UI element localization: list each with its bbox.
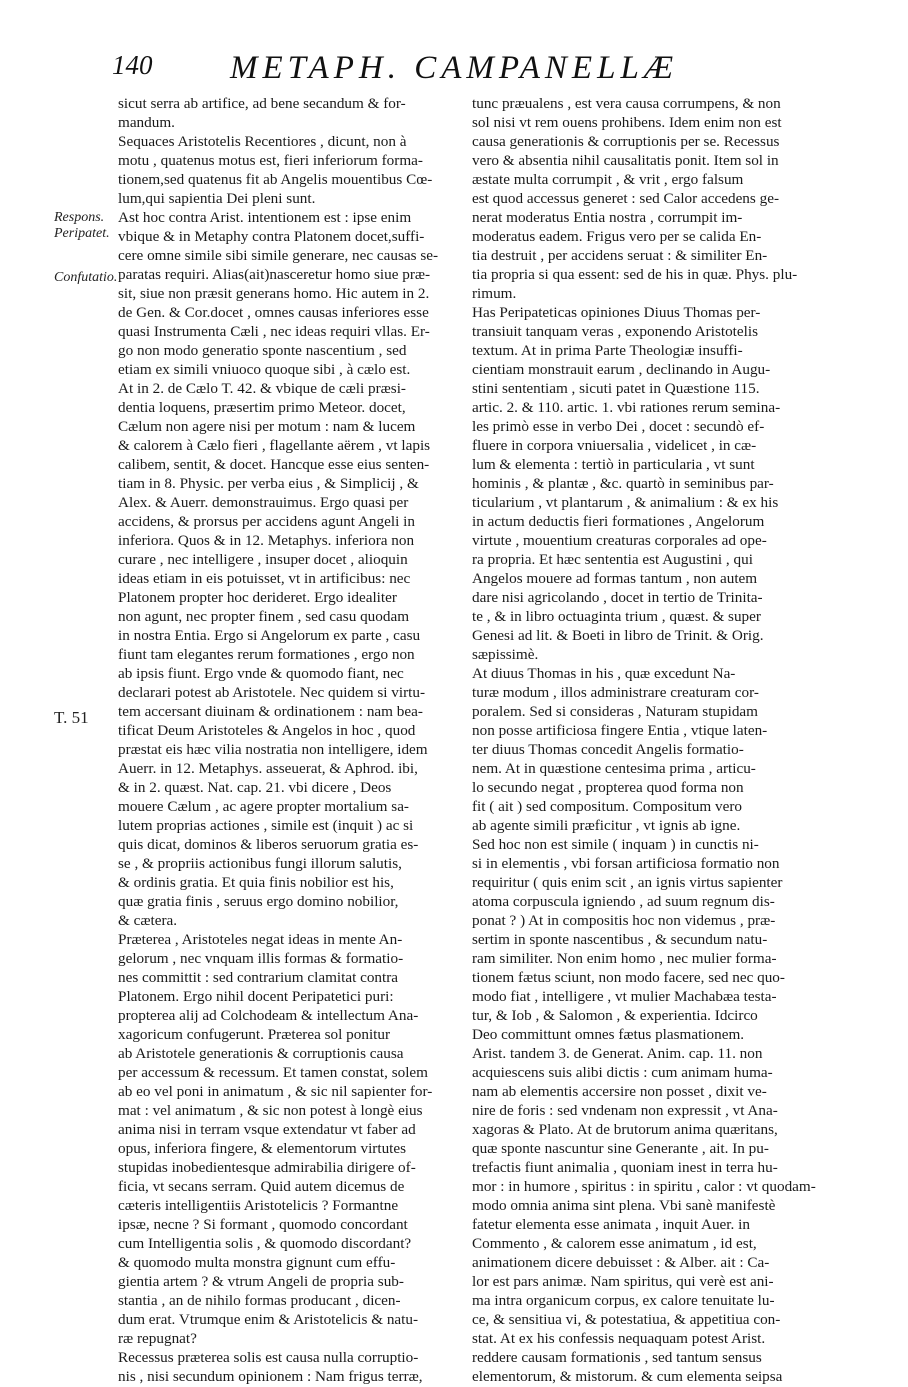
text-line: ab eo vel poni in animatum , & sic nil sapienter for- — [118, 1083, 433, 1100]
text-line: & cætera. — [118, 912, 178, 929]
text-line: est quod accessus generet : sed Calor accedens ge- — [472, 190, 779, 207]
text-line: stupidas inobedientesque admirabilia dirigere of- — [118, 1159, 416, 1176]
text-line: cientiam monstrauit earum , declinando in Augu- — [472, 361, 771, 378]
text-line: modo omnia anima sint plena. Vbi sanè manifestè — [472, 1197, 776, 1214]
text-line: tia destruit , per accidens seruat : & similiter En- — [472, 247, 768, 264]
text-line: les primò esse in verbo Dei , docet : secundò ef- — [472, 418, 765, 435]
text-line: accidens, & prorsus per accidens agunt Angeli in — [118, 513, 415, 530]
text-line: tur, & Iob , & Salomon , & experientia. Idcirco — [472, 1007, 758, 1024]
text-line: modo fiat , intelligere , vt mulier Machabæa testa- — [472, 988, 777, 1005]
text-line: opus, inferiora fingere, & elementorum virtutes — [118, 1140, 407, 1157]
text-line: Angelos mouere ad formas tantum , non autem — [472, 570, 758, 587]
margin-note-respons: Respons. Peripatet. — [54, 210, 110, 241]
margin-note-confutatio: Confutatio. — [54, 270, 118, 285]
text-line: Sed hoc non est simile ( inquam ) in cunctis ni- — [472, 836, 759, 853]
text-line: ab Aristotele generationis & corruptionis causa — [118, 1045, 404, 1062]
text-line: hominis , & plantæ , &c. quartò in seminibus par- — [472, 475, 774, 492]
text-line: cæteris intelligentiis Aristotelicis ? Formantne — [118, 1197, 399, 1214]
text-line: si in elementis , vbi forsan artificiosa formatio non — [472, 855, 780, 872]
text-line: moderatus eadem. Frigus vero per se calida En- — [472, 228, 762, 245]
text-line: turæ modum , illos administrare creaturam cor- — [472, 684, 759, 701]
text-line: nem. At in quæstione centesima prima , articu- — [472, 760, 756, 777]
text-line: stantia , an de nihilo formas producant , dicen- — [118, 1292, 401, 1309]
text-line: lutem proprias actiones , simile est (inquit ) ac si — [118, 817, 414, 834]
text-line: sit, siue non præsit generans homo. Hic autem in 2. — [118, 285, 430, 302]
text-line: ficia, vt secans serram. Quid autem dicemus de — [118, 1178, 405, 1195]
text-line: propterea alij ad Colchodeam & intellectum Ana- — [118, 1007, 419, 1024]
text-line: trefactis fiunt animalia , quoniam inest in terra hu- — [472, 1159, 778, 1176]
text-line: Genesi ad lit. & Boeti in libro de Trinit. & Orig. — [472, 627, 764, 644]
text-line: calibem, sentit, & docet. Hancque esse eius senten- — [118, 456, 430, 473]
text-line: Commento , & calorem esse animatum , id est, — [472, 1235, 757, 1252]
text-line: ideas etiam in eis potuisset, vt in artificibus: nec — [118, 570, 411, 587]
text-line: præstat eis hæc vilia nostratia non intelligere, idem — [118, 741, 428, 758]
text-line: sæpissimè. — [472, 646, 539, 663]
text-line: mat : vel animatum , & sic non potest à longè eius — [118, 1102, 423, 1119]
text-line: & ordinis gratia. Et quia finis nobilior est his, — [118, 874, 394, 891]
text-line: sicut serra ab artifice, ad bene secandum & for- — [118, 95, 406, 112]
text-line: Arist. tandem 3. de Generat. Anim. cap. 11. non — [472, 1045, 763, 1062]
text-line: ter diuus Thomas concedit Angelis formatio- — [472, 741, 744, 758]
text-line: nes committit : sed contrarium clamitat contra — [118, 969, 399, 986]
right-text-column — [472, 94, 818, 1386]
text-line: per accessum & recessum. Et tamen constat, solem — [118, 1064, 428, 1081]
text-line: reddere causam formationis , sed tantum sensus — [472, 1349, 762, 1366]
text-line: nire de foris : sed vndenam non expressit , vt Ana- — [472, 1102, 778, 1119]
text-line: ipsæ, necne ? Si formant , quomodo concordant — [118, 1216, 408, 1233]
text-line: cum Intelligentia solis , & quomodo discordant? — [118, 1235, 412, 1252]
text-line: non agunt, nec propter finem , sed casu quodam — [118, 608, 410, 625]
text-line: lum,qui sapientia Dei pleni sunt. — [118, 190, 316, 207]
text-line: lum & elementa : tertiò in particularia , vt sunt — [472, 456, 755, 473]
text-line: Deo committunt omnes fætus plasmationem. — [472, 1026, 745, 1043]
text-line: ræ repugnat? — [118, 1330, 197, 1347]
text-line: xagoras & Plato. At de brutorum anima quæritans, — [472, 1121, 778, 1138]
text-line: lo secundo negat , propterea quod forma non — [472, 779, 744, 796]
text-line: dum erat. Vtrumque enim & Aristotelicis & natu- — [118, 1311, 419, 1328]
text-line: fit ( ait ) sed compositum. Compositum vero — [472, 798, 742, 815]
page-number: 140 — [112, 50, 153, 80]
text-line: textum. At in prima Parte Theologiæ insuffi- — [472, 342, 743, 359]
text-line: vero & absentia nihil causalitatis ponit. Item sol in — [472, 152, 779, 169]
text-line: tem accersant diuinam & ordinationem : nam bea- — [118, 703, 423, 720]
text-line: & in 2. quæst. Nat. cap. 21. vbi dicere , Deos — [118, 779, 392, 796]
text-line: fatetur elementa esse animata , inquit Auer. in — [472, 1216, 750, 1233]
text-line: de Gen. & Cor.docet , omnes causas inferiores esse — [118, 304, 429, 321]
text-line: dare nisi agricolando , docet in tertio de Trinita- — [472, 589, 763, 606]
text-line: Alex. & Auerr. demonstrauimus. Ergo quasi per — [118, 494, 409, 511]
text-line: tificat Deum Aristoteles & Angelos in hoc , quod — [118, 722, 416, 739]
text-line: tia propria si qua essent: sed de his in quæ. Phys. plu- — [472, 266, 798, 283]
text-line: Præterea , Aristoteles negat ideas in mente An- — [118, 931, 403, 948]
text-line: paratas requiri. Alias(ait)nasceretur homo siue præ- — [118, 266, 431, 283]
text-line: inferiora. Quos & in 12. Metaphys. inferiora non — [118, 532, 415, 549]
text-line: go non modo generatio sponte nascentium , sed — [118, 342, 407, 359]
text-line: tunc præualens , est vera causa corrumpens, & non — [472, 95, 781, 112]
text-line: ab ipsis fiunt. Ergo vnde & quomodo fiant, nec — [118, 665, 404, 682]
text-line: requiritur ( quis enim scit , an ignis virtus sapienter — [472, 874, 783, 891]
text-line: rimum. — [472, 285, 517, 302]
text-line: Sequaces Aristotelis Recentiores , dicunt, non à — [118, 133, 407, 150]
text-line: motu , quatenus motus est, fieri inferiorum forma- — [118, 152, 423, 169]
text-line: ma intra organicum corpus, ex calore tenuitate lu- — [472, 1292, 775, 1309]
text-line: nerat moderatus Entia nostra , corrumpit im- — [472, 209, 743, 226]
text-line: transiuit tanquam veras , exponendo Aristotelis — [472, 323, 758, 340]
text-line: gientia artem ? & vtrum Angeli de propria sub- — [118, 1273, 404, 1290]
text-line: Platonem propter hoc derideret. Ergo idealiter — [118, 589, 397, 606]
text-line: se , & propriis actionibus fungi illorum salutis, — [118, 855, 402, 872]
text-line: animationem dicere debuisset : & Alber. ait : Ca- — [472, 1254, 770, 1271]
text-line: elementorum, & mistorum. & cum elementa seipsa — [472, 1368, 783, 1385]
text-line: ponat ? ) At in compositis hoc non videmus , præ- — [472, 912, 776, 929]
text-line: ra propria. Et hæc sententia est Augustini , qui — [472, 551, 753, 568]
text-line: xagoricum confugerunt. Præterea sol ponitur — [118, 1026, 391, 1043]
text-line: fiunt tam elegantes rerum formationes , ergo non — [118, 646, 415, 663]
text-line: sol nisi vt rem ouens prohibens. Idem enim non est — [472, 114, 782, 131]
text-line: Platonem. Ergo nihil docent Peripatetici puri: — [118, 988, 394, 1005]
text-line: lor est pars animæ. Nam spiritus, qui verè est ani- — [472, 1273, 774, 1290]
text-line: quæ gratia finis , seruus ergo domino nobilior, — [118, 893, 399, 910]
text-line: tionem,sed quatenus fit ab Angelis mouentibus Cœ- — [118, 171, 433, 188]
text-line: vbique & in Metaphy contra Platonem docet,suffi- — [118, 228, 425, 245]
text-line: quis dicat, dominos & liberos seruorum gratia es- — [118, 836, 419, 853]
text-line: nis , nisi secundum opinionem : Nam frigus terræ, — [118, 1368, 423, 1385]
text-line: fluere in corpora vniuersalia , videlicet , in cæ- — [472, 437, 757, 454]
text-line: ticularium , vt plantarum , & animalium : & ex his — [472, 494, 779, 511]
text-line: æstate multa corrumpit , & vrit , ergo falsum — [472, 171, 744, 188]
text-line: At diuus Thomas in his , quæ excedunt Na- — [472, 665, 736, 682]
text-line: non posse artificiosa fingere Entia , vtique laten- — [472, 722, 768, 739]
text-line: ce, & sensitiua vi, & potestatiua, & appetitiua con- — [472, 1311, 781, 1328]
text-line: acquiescens suis alibi dictis : cum animam huma- — [472, 1064, 773, 1081]
text-line: & calorem à Cælo fieri , flagellante aërem , vt lapis — [118, 437, 431, 454]
text-line: artic. 2. & 110. artic. 1. vbi rationes rerum semina- — [472, 399, 781, 416]
text-line: atoma corpuscula igniendo , ad suum regnum dis- — [472, 893, 775, 910]
text-line: At in 2. de Cælo T. 42. & vbique de cæli præsi- — [118, 380, 406, 397]
running-title: METAPH. CAMPANELLÆ — [230, 50, 679, 86]
left-text-column — [118, 94, 458, 1386]
text-line: mor : in humore , spiritus : in spiritu , calor : vt quodam- — [472, 1178, 816, 1195]
text-line: Auerr. in 12. Metaphys. asseuerat, & Aphrod. ibi, — [118, 760, 418, 777]
text-line: etiam ex simili vniuoco quoque sibi , à cælo est. — [118, 361, 411, 378]
margin-note-t51: T. 51 — [54, 708, 89, 727]
text-line: ab agente simili præficitur , vt ignis ab igne. — [472, 817, 741, 834]
text-line: causa generationis & corruptionis per se. Recessus — [472, 133, 780, 150]
text-line: virtute , mouentium creaturas corporales ad ope- — [472, 532, 767, 549]
text-line: cere omne simile sibi simile generare, nec causas se- — [118, 247, 439, 264]
text-line: te , & in libro octuaginta trium , quæst. & super — [472, 608, 761, 625]
text-line: Cælum non agere nisi per motum : nam & lucem — [118, 418, 416, 435]
text-line: sertim in sponte nascentibus , & secundum natu- — [472, 931, 768, 948]
text-line: quæ sponte nascuntur sine Generante , ait. In pu- — [472, 1140, 769, 1157]
text-line: quasi Instrumenta Cæli , nec ideas requiri vllas. Er- — [118, 323, 430, 340]
text-line: poralem. Sed si consideras , Naturam stupidam — [472, 703, 758, 720]
text-line: nam ab elementis accersire non posset , dixit ve- — [472, 1083, 767, 1100]
text-line: in actum deductis fieri formationes , Angelorum — [472, 513, 765, 530]
page-header — [112, 50, 892, 90]
text-line: Ast hoc contra Arist. intentionem est : ipse enim — [118, 209, 412, 226]
text-line: gelorum , nec vnquam illis formas & formatio- — [118, 950, 404, 967]
text-line: mouere Cælum , ac agere propter mortalium sa- — [118, 798, 409, 815]
text-line: anima nisi in terram vsque extendatur vt faber ad — [118, 1121, 416, 1138]
text-line: mandum. — [118, 114, 175, 131]
text-line: stat. At ex his confessis nequaquam potest Arist. — [472, 1330, 766, 1347]
text-line: Recessus præterea solis est causa nulla corruptio- — [118, 1349, 419, 1366]
text-line: curare , nec intelligere , insuper docet , alioquin — [118, 551, 408, 568]
text-line: tionem fætus sciunt, non modo facere, sed nec quo- — [472, 969, 785, 986]
text-line: & quomodo multa monstra gignunt cum effu- — [118, 1254, 396, 1271]
text-line: stini sententiam , sicuti patet in Quæstione 115. — [472, 380, 760, 397]
text-line: dentia loquens, præsertim primo Meteor. docet, — [118, 399, 406, 416]
text-line: declarari potest ab Aristotele. Nec quidem si virtu- — [118, 684, 426, 701]
text-line: Has Peripateticas opiniones Diuus Thomas per- — [472, 304, 761, 321]
text-line: in nostra Entia. Ergo si Angelorum ex parte , casu — [118, 627, 421, 644]
text-line: tiam in 8. Physic. per verba eius , & Simplicij , & — [118, 475, 419, 492]
text-line: ram similiter. Non enim homo , nec mulier forma- — [472, 950, 777, 967]
